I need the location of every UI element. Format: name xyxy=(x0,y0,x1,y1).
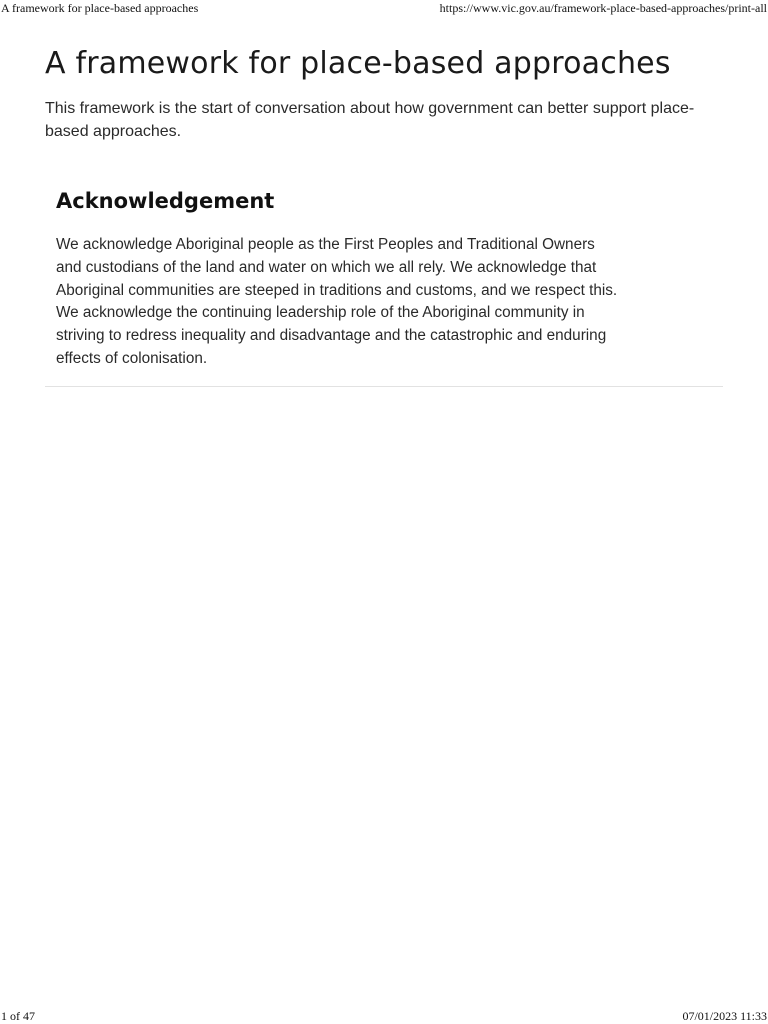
print-header-title: A framework for place-based approaches xyxy=(1,1,199,15)
acknowledgement-heading: Acknowledgement xyxy=(56,189,275,213)
print-header-url[interactable]: https://www.vic.gov.au/framework-place-based-approaches/print-all xyxy=(439,1,767,15)
acknowledgement-text: We acknowledge Aboriginal people as the First Peoples and Traditional Owners and custodians of the land and water on which we all rely. We acknowledge that Aboriginal communities are steeped in traditions and customs, and we respect this. We acknowledge the continuing leadership role of the Aboriginal community in striving to redress inequality and disadvantage and the catastrophic and enduring effects of colonisation. xyxy=(56,236,618,367)
page-number: 1 of 47 xyxy=(1,1009,35,1023)
print-datetime: 07/01/2023 11:33 xyxy=(682,1009,767,1023)
page-title: A framework for place-based approaches xyxy=(45,46,671,81)
section-divider xyxy=(45,386,723,387)
intro-paragraph: This framework is the start of conversation about how government can better support place-based approaches. xyxy=(45,100,695,140)
